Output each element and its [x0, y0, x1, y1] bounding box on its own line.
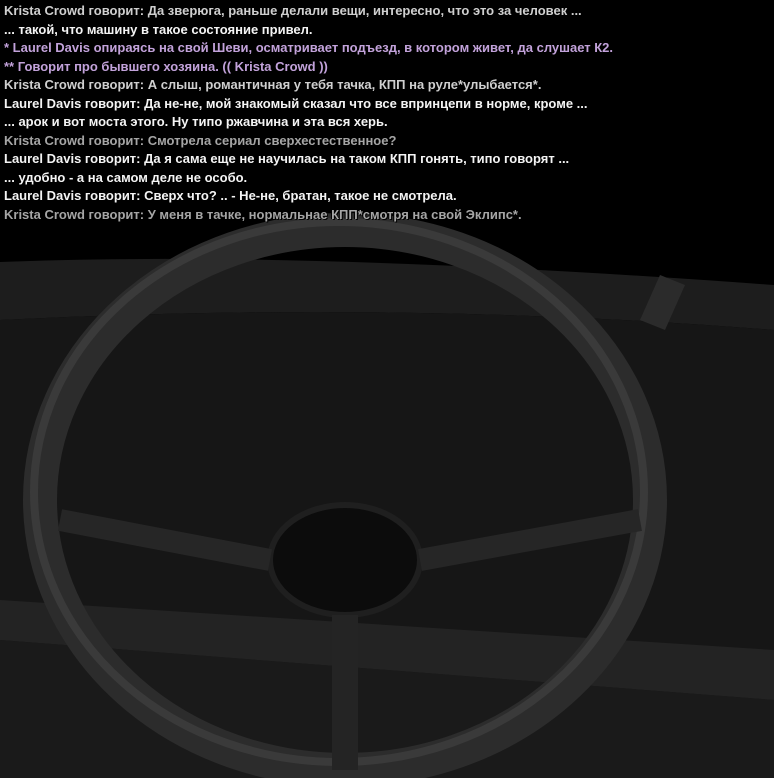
- chat-line: Laurel Davis говорит: Да я сама еще не научилась на таком КПП гонять, типо говорят ...: [4, 151, 570, 166]
- chat-line: Krista Crowd говорит: Смотрела сериал сверхестественное?: [4, 132, 397, 148]
- chat-line: Krista Crowd говорит: А слыш, романтичная у тебя тачка, КПП на руле*улыбается*.: [4, 77, 542, 92]
- chat-line: ... такой, что машину в такое состояние привел.: [4, 21, 313, 37]
- chat-line: Krista Crowd говорит: Да зверюга, раньше делали вещи, интересно, что это за человек ...: [4, 3, 582, 18]
- chat-log: [4, 2, 613, 224]
- chat-line: Laurel Davis говорит: Да не-не, мой знакомый сказал что все впринцепи в норме, кроме ...: [4, 95, 588, 111]
- chat-line: ... удобно - а на самом деле не особо.: [4, 169, 248, 185]
- chat-line: Laurel Davis говорит: Сверх что? .. - Не-не, братан, такое не смотрела.: [4, 188, 457, 203]
- chat-line: Krista Crowd говорит: У меня в тачке, нормальнае КПП*смотря на свой Эклипс*.: [4, 206, 522, 222]
- chat-line: * Laurel Davis опираясь на свой Шеви, осматривает подъезд, в котором живет, да слушает К2.: [4, 40, 614, 55]
- chat-line: ... арок и вот моста этого. Ну типо ржавчина и эта вся херь.: [4, 114, 388, 129]
- chat-line: ** Говорит про бывшего хозяина. (( Krista Crowd )): [4, 58, 328, 74]
